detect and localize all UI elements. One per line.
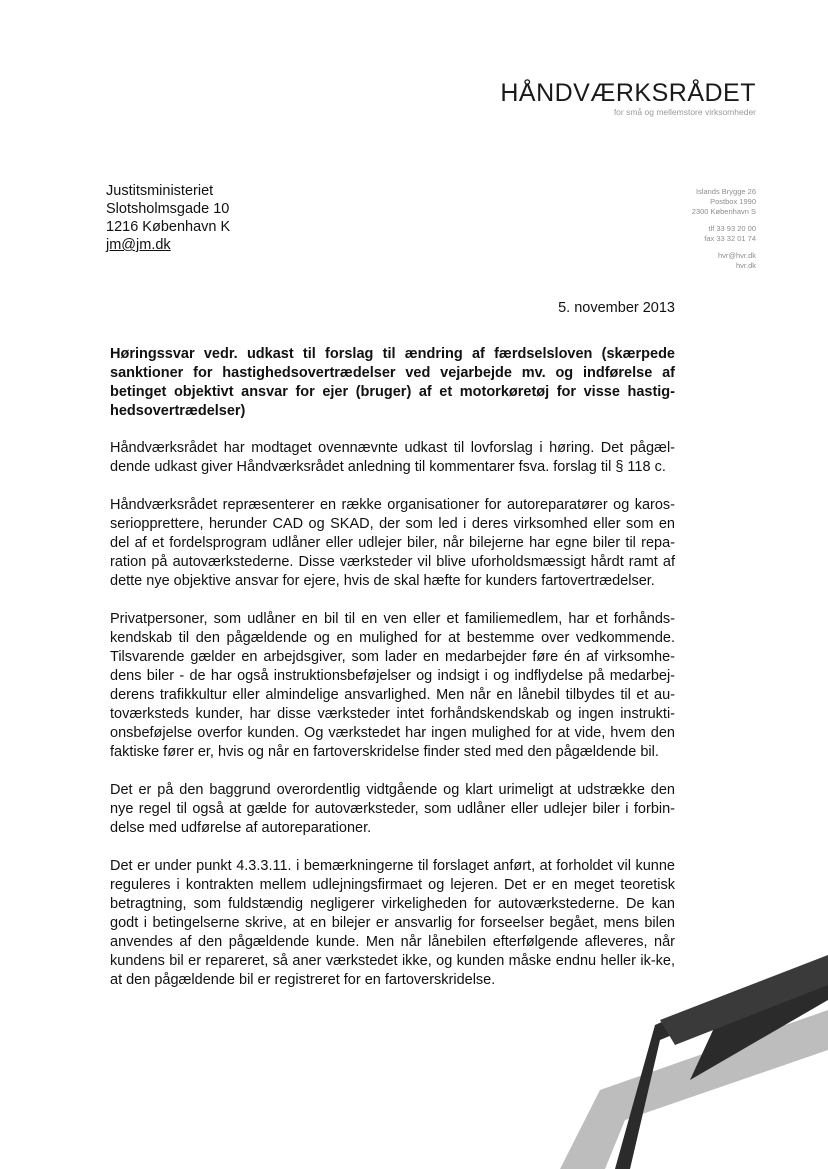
recipient-email-link[interactable]: jm@jm.dk [106, 237, 171, 253]
recipient-city: 1216 København K [106, 219, 231, 235]
body-paragraph-4: Det er på den baggrund overordentlig vidtgående og klart urimeligt at udstrække den nye regel til også at gælde for autoværksteder, som udlåner eller udlejer biler i forbin-delse med udførelse af autoreparationer. [110, 782, 675, 836]
body-paragraph-2: Håndværksrådet repræsenterer en række organisationer for autoreparatører og karos-seriopprettere, herunder CAD og SKAD, der som led i deres virksomhed eller som en del af et fordelsprogram udlåner eller udlejer biler, når bilejerne har egne biler til repa-ration på autoværkstederne. Disse værksteder vil blive uforholdsmæssigt hårdt ramt af dette nye objektive ansvar for ejere, hvis de skal hæfte for kunders fartovertrædelser. [110, 497, 675, 589]
letter-date: 5. november 2013 [558, 300, 675, 316]
body-paragraph-5: Det er under punkt 4.3.3.11. i bemærkningerne til forslaget anført, at forholdet vil kunne reguleres i kontrakten mellem udlejningsfirmaet og lejeren. Det er en meget teoretisk betragtning, som fuldstændig negligerer virkeligheden for autoværkstederne. De kan godt i betingelserne skrive, at en bilejer er ansvarlig for forseelser begået, mens bilen anvendes af den pågældende kunde. Men når lånebilen efterfølgende afleveres, når kundens bil er repareret, så aner værkstedet ikke, og kunden måske endnu heller ik-ke, at den pågældende bil er registreret for en fartoverskridelse. [110, 858, 675, 988]
recipient-name: Justitsministeriet [106, 183, 214, 199]
sender-street: Islands Brygge 26 [695, 187, 756, 196]
organization-tagline: for små og mellemstore virksomheder [613, 107, 756, 117]
organization-name: HÅNDVÆRKSRÅDET [500, 79, 756, 107]
sender-fax: fax 33 32 01 74 [704, 234, 756, 243]
recipient-street: Slotsholmsgade 10 [106, 201, 230, 217]
sender-phone: tlf 33 93 20 00 [708, 224, 756, 233]
sender-city: 2300 København S [691, 207, 756, 216]
letter-subject: Høringssvar vedr. udkast til forslag til ændring af færdselsloven (skærpede sanktioner for hastighedsovertrædelser ved vejarbejde mv. og indførelse af betinget objektivt ansvar for ejer (bruger) af et motorkøretøj for visse hastig-hedsovertrædelser) [110, 346, 675, 419]
sender-email: hvr@hvr.dk [717, 251, 756, 260]
sender-website: hvr.dk [735, 261, 756, 270]
body-paragraph-1: Håndværksrådet har modtaget ovennævnte udkast til lovforslag i høring. Det pågæl-dende udkast giver Håndværksrådet anledning til kommentarer fsva. forslag til § 118 c. [110, 440, 675, 475]
body-paragraph-3: Privatpersoner, som udlåner en bil til en ven eller et familiemedlem, har et forhånds-kendskab til den pågældende og en mulighed for at bestemme over vedkommende. Tilsvarende gælder en arbejdsgiver, som lader en medarbejder føre én af virksomhe-dens biler - de har også instruktionsbeføjelser og indsigt i og indflydelse på medarbej-derens trafikkultur eller almindelige ansvarlighed. Men når en lånebil tilbydes til et au-toværksteds kunder, har disse værksteder intet forhåndskendskab og ingen instrukti-onsbeføjelse overfor kunden. Og værkstedet har ingen mulighed for at vide, hvem den faktiske fører er, hvis og når en fartoverskridelse finder sted med den pågældende bil. [110, 611, 675, 760]
sender-postbox: Postbox 1990 [710, 197, 756, 206]
